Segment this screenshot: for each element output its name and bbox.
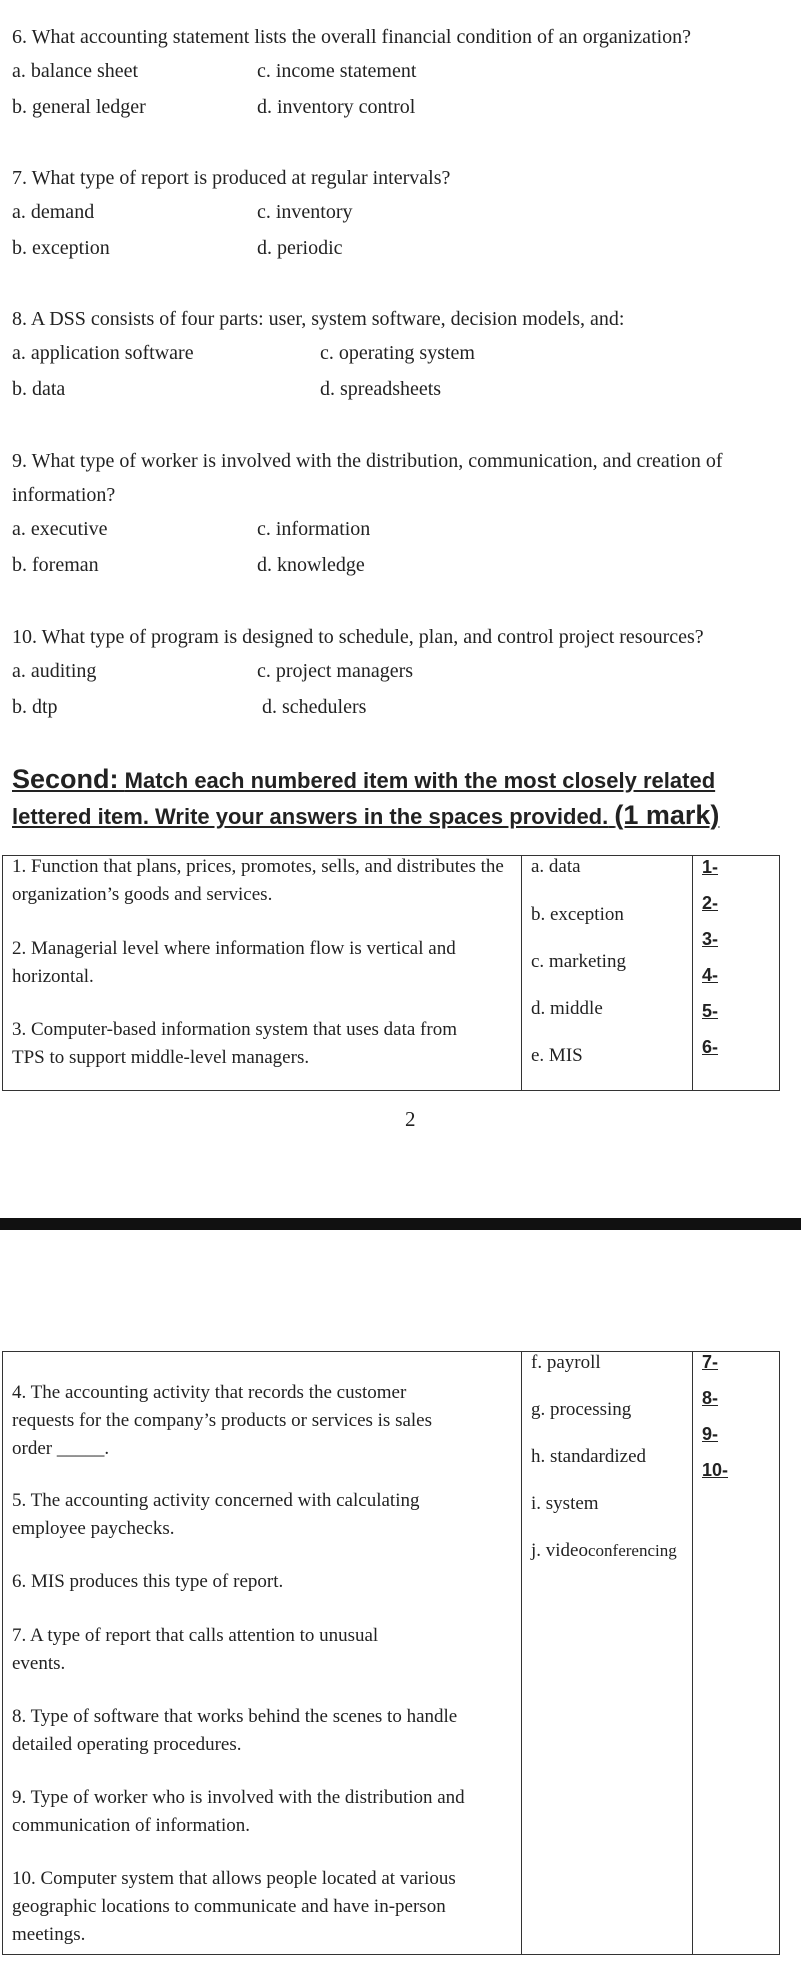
letter-j-prefix: j. video <box>531 1540 588 1561</box>
item-6: 6. MIS produces this type of report. <box>12 1571 284 1592</box>
letter-b: b. exception <box>531 904 624 925</box>
letter-j-suffix: conferencing <box>588 1541 677 1560</box>
letter-d: d. middle <box>531 998 603 1019</box>
option-c: c. information <box>257 518 371 540</box>
option-b: b. data <box>12 378 66 400</box>
item-10: 10. Computer system that allows people located at various geographic locations to communicate and have in-person meetings. <box>12 1868 456 1945</box>
answer-blank[interactable]: 9- <box>702 1424 719 1444</box>
section-instruction: Match each numbered item with the most closely related lettered item. Write your answers in the spaces provided. <box>12 768 716 829</box>
answer-blank[interactable]: 6- <box>702 1037 719 1057</box>
letter-e: e. MIS <box>531 1045 583 1066</box>
item-9: 9. Type of worker who is involved with the distribution and communication of information. <box>12 1787 465 1836</box>
column-divider <box>692 1351 693 1955</box>
answer-blank[interactable]: 7- <box>702 1352 719 1372</box>
answer-blank[interactable]: 4- <box>702 965 719 985</box>
option-a: a. demand <box>12 201 95 223</box>
option-b: b. exception <box>12 237 110 259</box>
column-divider <box>521 1351 522 1955</box>
option-a: a. application software <box>12 342 194 364</box>
answer-blank[interactable]: 10- <box>702 1460 729 1480</box>
item-3: 3. Computer-based information system that uses data from TPS to support middle-level managers. <box>12 1019 457 1068</box>
section-heading <box>12 762 792 834</box>
option-b: b. foreman <box>12 554 99 576</box>
item-1: 1. Function that plans, prices, promotes, sells, and distributes the organization’s goods and services. <box>12 856 504 905</box>
letter-a: a. data <box>531 856 581 877</box>
item-2: 2. Managerial level where information flow is vertical and horizontal. <box>12 938 456 987</box>
question-10: 10. What type of program is designed to schedule, plan, and control project resources? <box>12 626 704 648</box>
question-7: 7. What type of report is produced at regular intervals? <box>12 167 451 189</box>
option-c: c. operating system <box>320 342 475 364</box>
letter-g: g. processing <box>531 1399 632 1420</box>
letter-i: i. system <box>531 1493 599 1514</box>
option-d: d. schedulers <box>262 696 367 718</box>
letter-c: c. marketing <box>531 951 626 972</box>
answer-blank[interactable]: 5- <box>702 1001 719 1021</box>
option-b: b. general ledger <box>12 96 146 118</box>
question-9: 9. What type of worker is involved with the distribution, communication, and creation of information? <box>12 450 723 506</box>
item-7: 7. A type of report that calls attention to unusual events. <box>12 1625 379 1674</box>
letter-f: f. payroll <box>531 1352 601 1373</box>
option-b: b. dtp <box>12 696 58 718</box>
item-5: 5. The accounting activity concerned with calculating employee paychecks. <box>12 1490 420 1539</box>
letter-j <box>531 1537 677 1565</box>
option-a: a. auditing <box>12 660 97 682</box>
column-divider <box>521 855 522 1091</box>
option-d: d. inventory control <box>257 96 416 118</box>
page-number: 2 <box>405 1107 416 1131</box>
answer-blank[interactable]: 3- <box>702 929 719 949</box>
section-mark: (1 mark) <box>614 800 720 830</box>
option-a: a. executive <box>12 518 108 540</box>
answer-blank[interactable]: 1- <box>702 857 719 877</box>
answer-blank[interactable]: 8- <box>702 1388 719 1408</box>
option-d: d. periodic <box>257 237 343 259</box>
option-d: d. spreadsheets <box>320 378 442 400</box>
question-6: 6. What accounting statement lists the overall financial condition of an organization? <box>12 26 692 48</box>
answer-blank[interactable]: 2- <box>702 893 719 913</box>
option-d: d. knowledge <box>257 554 365 576</box>
option-c: c. project managers <box>257 660 414 682</box>
item-8: 8. Type of software that works behind the scenes to handle detailed operating procedures. <box>12 1706 458 1755</box>
page-separator <box>0 1218 801 1230</box>
question-8: 8. A DSS consists of four parts: user, system software, decision models, and: <box>12 308 625 330</box>
item-4: 4. The accounting activity that records the customer requests for the company’s products or services is sales order _____. <box>12 1382 433 1459</box>
option-c: c. income statement <box>257 60 417 82</box>
section-prefix: Second: <box>12 764 119 794</box>
option-a: a. balance sheet <box>12 60 139 82</box>
column-divider <box>692 855 693 1091</box>
letter-h: h. standardized <box>531 1446 647 1467</box>
option-c: c. inventory <box>257 201 353 223</box>
